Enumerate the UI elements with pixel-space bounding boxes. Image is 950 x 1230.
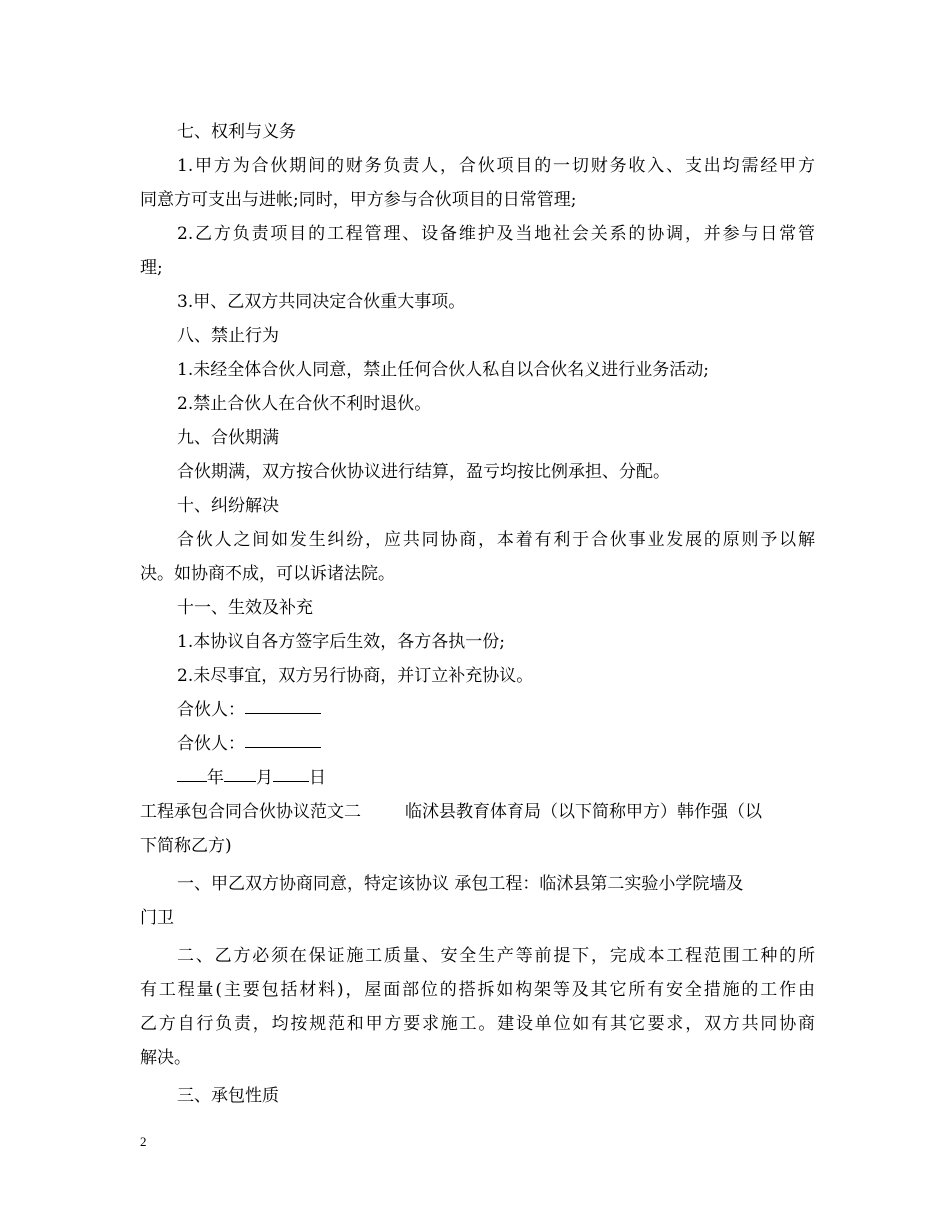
partner-signature-1 [140, 693, 815, 727]
paragraph-line: 二、乙方必须在保证施工质量、安全生产等前提下，完成本工程范围工种的所 [177, 946, 815, 966]
section-heading-effect: 十一、生效及补充 [177, 598, 313, 618]
paragraph-line: 1.甲方为合伙期间的财务负责人，合伙项目的一切财务收入、支出均需经甲方 [177, 156, 815, 176]
section-heading-expiry: 九、合伙期满 [177, 428, 279, 448]
paragraph-line: 1.未经全体合伙人同意，禁止任何合伙人私自以合伙名义进行业务活动; [177, 360, 709, 380]
partner-label: 合伙人： [177, 734, 245, 754]
paragraph-line: 门卫 [140, 908, 174, 928]
month-blank [224, 763, 256, 782]
paragraph-line: 合伙人之间如发生纠纷，应共同协商，本着有利于合伙事业发展的原则予以解 [177, 530, 815, 550]
section2-title-rest: 临沭县教育体育局（以下简称甲方）韩作强（以 [405, 802, 762, 822]
year-blank [177, 763, 207, 782]
paragraph-line: 决。如协商不成，可以诉诸法院。 [140, 564, 395, 584]
paragraph-line: 2.乙方负责项目的工程管理、设备维护及当地社会关系的协调，并参与日常管 [177, 224, 815, 244]
partner-signature-2 [140, 727, 815, 761]
partner-label: 合伙人： [177, 700, 245, 720]
section-heading-prohibited: 八、禁止行为 [177, 326, 279, 346]
paragraph-line: 同意方可支出与进帐;同时，甲方参与合伙项目的日常管理; [140, 190, 577, 210]
section-heading-rights: 七、权利与义务 [177, 122, 296, 142]
day-label: 日 [309, 768, 326, 788]
section2-title: 工程承包合同合伙协议范文二 [140, 802, 361, 822]
paragraph-line: 理; [140, 258, 163, 278]
page-number: 2 [140, 1134, 147, 1149]
section2-title-line [140, 795, 815, 829]
signature-date [140, 761, 815, 795]
section-heading-dispute: 十、纠纷解决 [177, 496, 279, 516]
paragraph-line: 2.禁止合伙人在合伙不利时退伙。 [177, 394, 432, 414]
signature-blank [245, 695, 321, 714]
paragraph-line: 有工程量(主要包括材料)，屋面部位的搭拆如构架等及其它所有安全措施的工作由 [140, 980, 815, 1000]
paragraph-line: 乙方自行负责，均按规范和甲方要求施工。建设单位如有其它要求，双方共同协商 [140, 1014, 815, 1034]
paragraph-line: 1.本协议自各方签字后生效，各方各执一份; [177, 632, 505, 652]
paragraph-line: 2.未尽事宜，双方另行协商，并订立补充协议。 [177, 666, 534, 686]
signature-blank [245, 729, 321, 748]
document-body [140, 115, 815, 1113]
paragraph-line: 合伙期满，双方按合伙协议进行结算，盈亏均按比例承担、分配。 [177, 462, 670, 482]
month-label: 月 [256, 768, 273, 788]
paragraph-line: 解决。 [140, 1048, 191, 1068]
day-blank [273, 763, 309, 782]
paragraph-line: 下简称乙方) [140, 836, 232, 856]
paragraph-line: 一、甲乙双方协商同意，特定该协议 承包工程：临沭县第二实验小学院墙及 [177, 874, 744, 894]
year-label: 年 [207, 768, 224, 788]
paragraph-line: 3.甲、乙双方共同决定合伙重大事项。 [177, 292, 466, 312]
section-heading-contract-nature: 三、承包性质 [177, 1086, 279, 1106]
